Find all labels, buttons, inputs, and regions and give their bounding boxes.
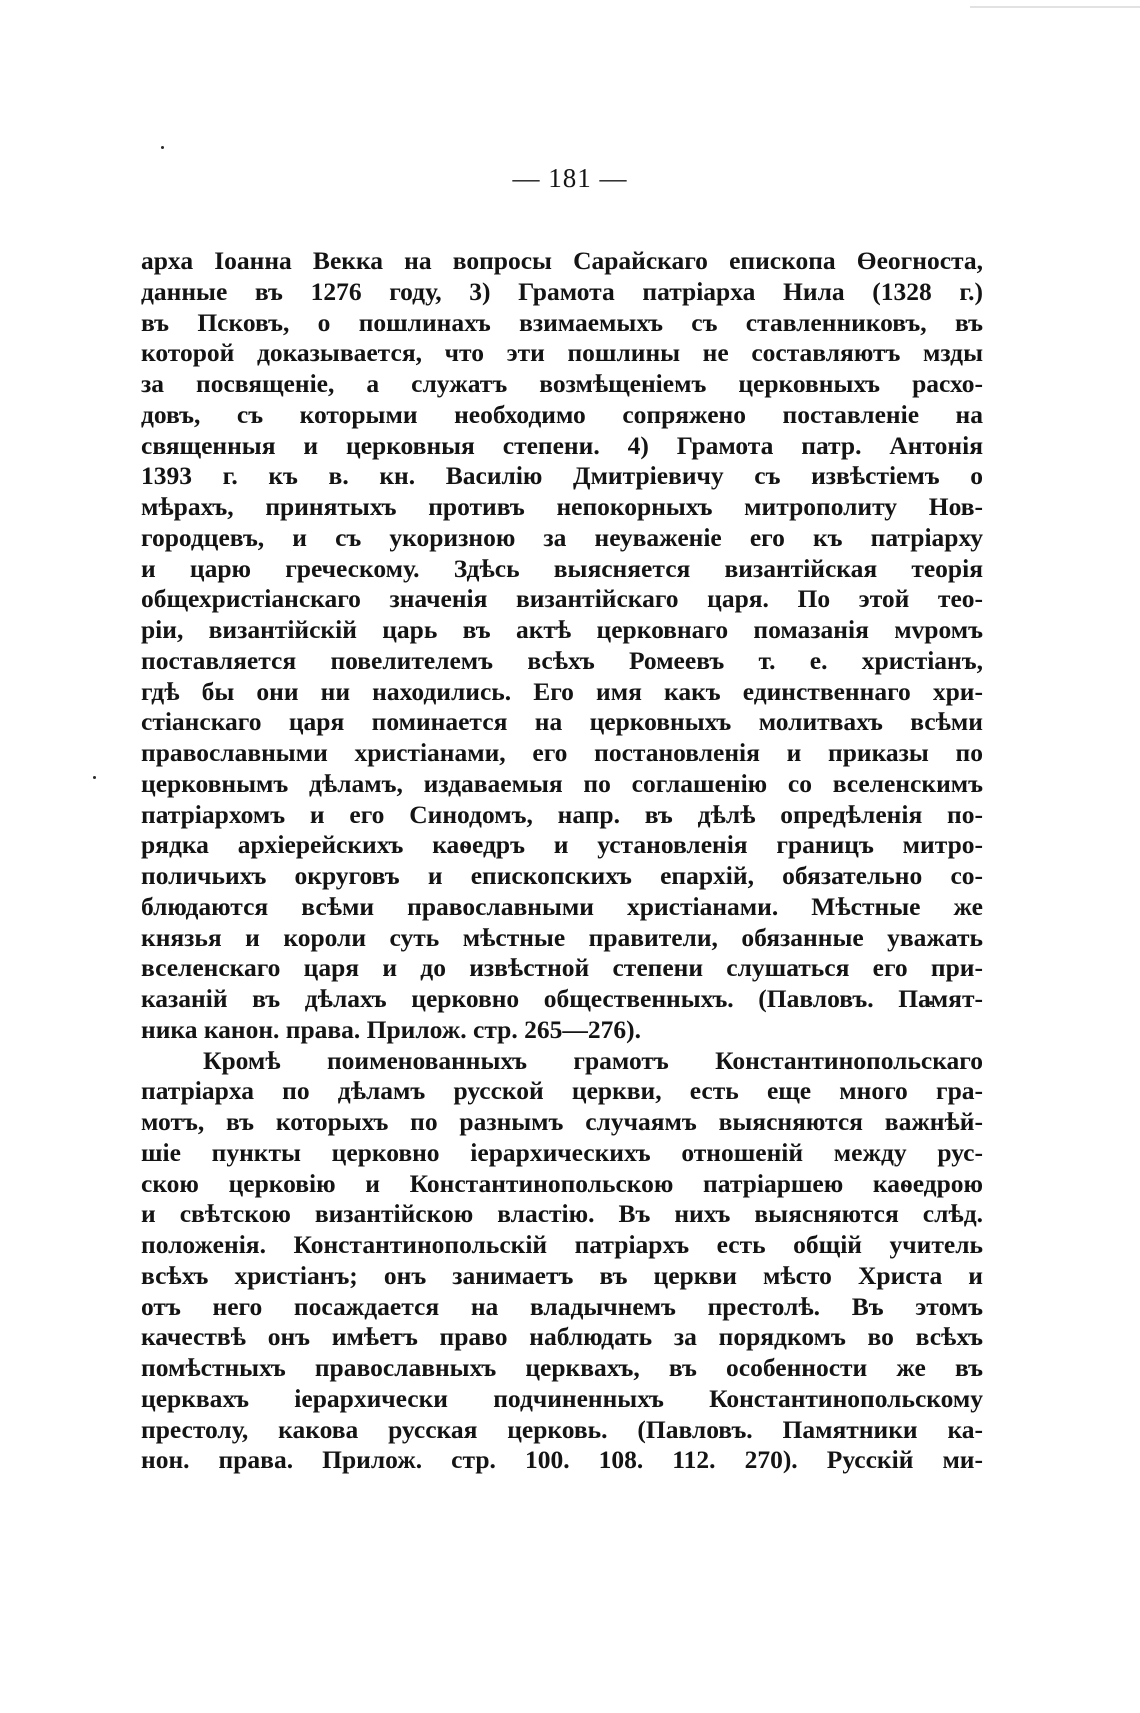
text-line: мѣрахъ, принятыхъ противъ непокорныхъ митрополиту Нов- bbox=[141, 492, 983, 521]
text-line: довъ, съ которыми необходимо сопряжено поставленіе на bbox=[141, 399, 983, 429]
text-line: патріархомъ и его Синодомъ, напр. въ дѣлѣ опредѣленія по- bbox=[141, 799, 983, 829]
text-line: блюдаются всѣми православными христіанами. Мѣстные же bbox=[141, 891, 983, 921]
text-line: помѣстныхъ православныхъ церквахъ, въ особенности же въ bbox=[141, 1353, 983, 1382]
text-line: въ Псковъ, о пошлинахъ взимаемыхъ съ ставленниковъ, въ bbox=[141, 307, 983, 337]
paragraph bbox=[141, 1046, 983, 1477]
text-line: и свѣтскою византійскою властію. Въ нихъ выясняются слѣд. bbox=[141, 1199, 983, 1229]
text-line: вселенскаго царя и до извѣстной степени слушаться его при- bbox=[141, 953, 983, 983]
text-line: всѣхъ христіанъ; онъ занимаетъ въ церкви мѣсто Христа и bbox=[141, 1260, 983, 1290]
scan-speck bbox=[93, 776, 96, 779]
text-line: арха Іоанна Векка на вопросы Сарайскаго епископа Өеогноста, bbox=[141, 246, 983, 275]
text-line: стіанскаго царя поминается на церковныхъ молитвахъ всѣми bbox=[141, 707, 983, 737]
text-line: князья и короли суть мѣстные правители, обязанные уважать bbox=[141, 922, 983, 952]
body-text bbox=[141, 246, 983, 1476]
text-line: православными христіанами, его постановленія и приказы по bbox=[141, 738, 983, 767]
text-line: патріарха по дѣламъ русской церкви, есть еще много гра- bbox=[141, 1076, 983, 1106]
text-line: общехристіанскаго значенія византійскаго царя. По этой тео- bbox=[141, 584, 983, 614]
paragraph bbox=[141, 246, 983, 1046]
text-line: шіе пункты церковно іерархическихъ отношеній между рус- bbox=[141, 1137, 983, 1167]
text-line: ника канон. права. Прилож. стр. 265—276). bbox=[141, 1014, 641, 1044]
text-line: престолу, какова русская церковь. (Павловъ. Памятники ка- bbox=[141, 1414, 983, 1444]
text-line: рядка архіерейскихъ каѳедръ и установленія границъ митро- bbox=[141, 830, 983, 860]
text-line: церковнымъ дѣламъ, издаваемыя по соглашенію со вселенскимъ bbox=[141, 768, 983, 798]
scan-edge-line bbox=[970, 6, 1140, 8]
text-line: отъ него посаждается на владычнемъ престолѣ. Въ этомъ bbox=[141, 1291, 983, 1321]
text-line: мотъ, въ которыхъ по разнымъ случаямъ выясняются важнѣй- bbox=[141, 1107, 983, 1136]
text-line: священныя и церковныя степени. 4) Грамота патр. Антонія bbox=[141, 430, 983, 460]
text-line: нон. права. Прилож. стр. 100. 108. 112. 270). Русскій ми- bbox=[141, 1445, 983, 1475]
text-line: казаній въ дѣлахъ церковно общественныхъ. (Павловъ. Памят- bbox=[141, 984, 983, 1013]
text-line: поличьихъ округовъ и епископскихъ епархій, обязательно со- bbox=[141, 861, 983, 890]
text-line: 1393 г. къ в. кн. Василію Дмитріевичу съ извѣстіемъ о bbox=[141, 461, 983, 491]
text-line: скою церковію и Константинопольскою патріаршею каѳедрою bbox=[141, 1168, 983, 1198]
text-line: гдѣ бы они ни находились. Его имя какъ единственнаго хри- bbox=[141, 676, 983, 706]
page-number: — 181 — bbox=[512, 163, 628, 193]
text-line: поставляется повелителемъ всѣхъ Ромеевъ т. е. христіанъ, bbox=[141, 645, 983, 675]
text-line: за посвященіе, а служатъ возмѣщеніемъ церковныхъ расхо- bbox=[141, 369, 983, 398]
text-line: положенія. Константинопольскій патріархъ есть общій учитель bbox=[141, 1230, 983, 1259]
text-line: Кромѣ поименованныхъ грамотъ Константинопольскаго bbox=[203, 1045, 983, 1075]
text-line: которой доказывается, что эти пошлины не составляютъ мзды bbox=[141, 338, 983, 368]
text-line: качествѣ онъ имѣетъ право наблюдать за порядкомъ во всѣхъ bbox=[141, 1322, 983, 1352]
scan-speck bbox=[161, 146, 164, 149]
text-line: ріи, византійскій царь въ актѣ церковнаго помазанія мvромъ bbox=[141, 615, 983, 644]
text-line: данные въ 1276 году, 3) Грамота патріарха Нила (1328 г.) bbox=[141, 276, 983, 306]
text-line: городцевъ, и съ укоризною за неуваженіе его къ патріарху bbox=[141, 522, 983, 552]
text-line: церквахъ іерархически подчиненныхъ Константинопольскому bbox=[141, 1383, 983, 1413]
text-line: и царю греческому. Здѣсь выясняется византійская теорія bbox=[141, 553, 983, 583]
